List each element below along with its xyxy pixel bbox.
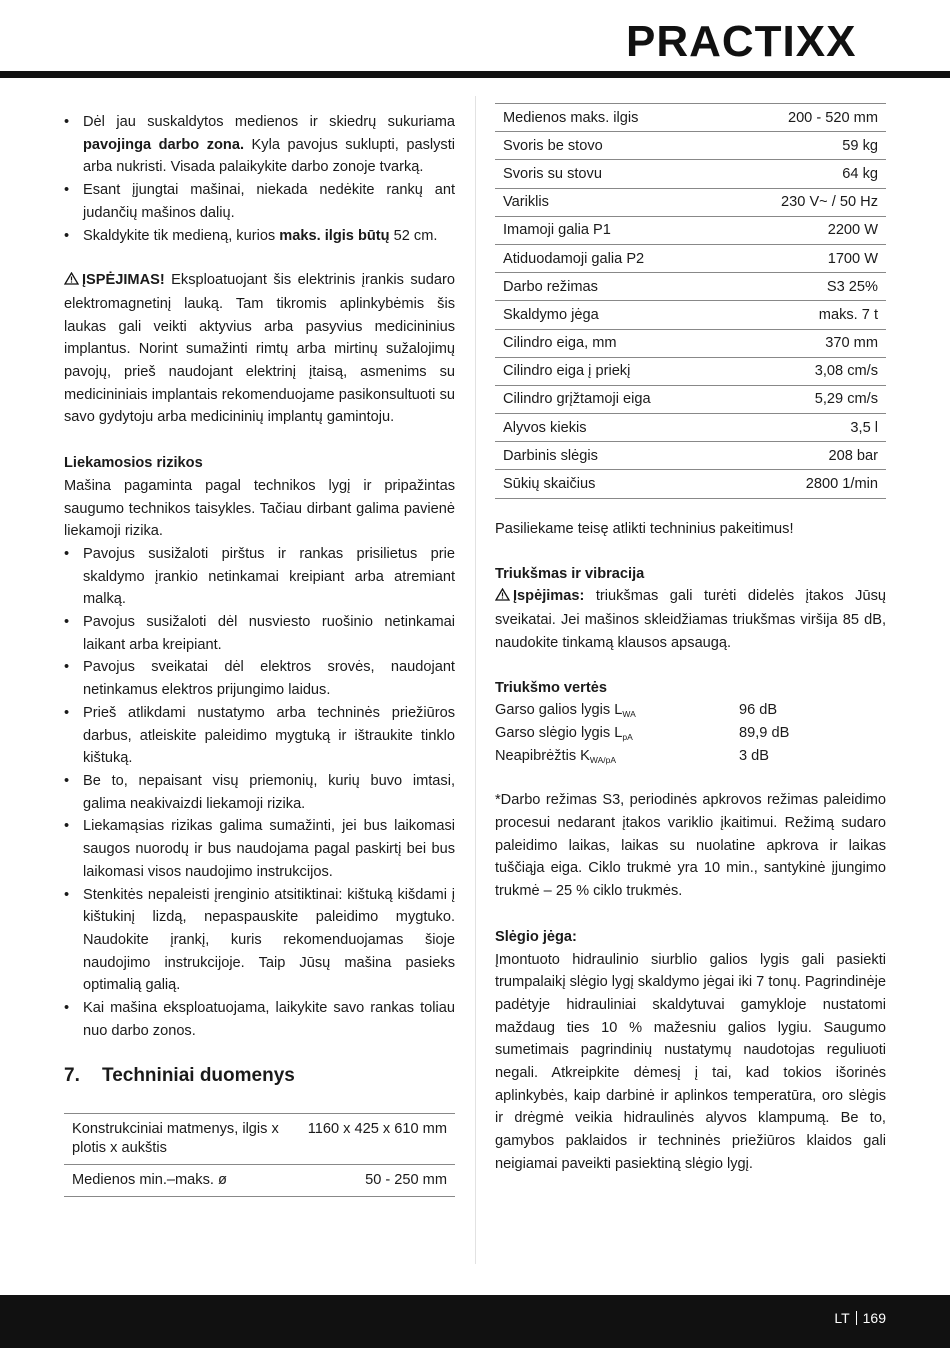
- spec-key: Imamoji galia P1: [495, 216, 726, 244]
- spec-value: 2800 1/min: [726, 470, 886, 498]
- spec-value: 64 kg: [726, 160, 886, 188]
- noise-label: Garso galios lygis $L_{WA}$: [495, 702, 636, 720]
- spec-key: Darbinis slėgis: [495, 442, 726, 470]
- spec-value: 1160 x 425 x 610 mm: [290, 1114, 455, 1165]
- section-title: [64, 1064, 455, 1088]
- spec-value: 370 mm: [726, 329, 886, 357]
- spec-key: Medienos min.–maks. ø: [64, 1165, 290, 1197]
- noise-value-row: [495, 722, 886, 745]
- spec-key: Alyvos kiekis: [495, 414, 726, 442]
- list-item: • Liekamąsias rizikas galima sumažinti, jei bus laikomasi saugos nuorodų ir bus naudojama pagal paskirtį bei bus laikomasi visos naudojimo instrukcijos.: [64, 815, 455, 883]
- spec-key: Svoris be stovo: [495, 132, 726, 160]
- spec-key: Atiduodamoji galia P2: [495, 244, 726, 272]
- noise-label: Neapibrėžtis $K_{WA/pA}$: [495, 747, 617, 765]
- s3-mode-note: *Darbo režimas S3, periodinės apkrovos režimas paleidimo procesui nedarant įtakos variklio įkaitimui. Režimą sudaro paleidimo laikas, laikas su nuolatine apkrova ir laikas tuščiąja eiga. Ciklo trukmė yra 10 min., santykinė įjungimo trukmė – 25 % ciklo trukmės.: [495, 792, 886, 900]
- table-row: [495, 414, 886, 442]
- list-item: • Be to, nepaisant visų priemonių, kurių buvo imtasi, galima neakivaizdi liekamoji rizika.: [64, 770, 455, 815]
- spec-key: Medienos maks. ilgis: [495, 104, 726, 132]
- footer-bar: [0, 1295, 950, 1348]
- spec-key: Variklis: [495, 188, 726, 216]
- table-row: [495, 244, 886, 272]
- residual-risks-heading: Liekamosios rizikos: [64, 455, 203, 472]
- technical-changes-note: Pasiliekame teisę atlikti techninius pakeitimus!: [495, 521, 794, 537]
- noise-vibration-heading: Triukšmas ir vibracija: [495, 565, 645, 582]
- spec-value: maks. 7 t: [726, 301, 886, 329]
- pressure-text: Įmontuoto hidraulinio siurblio galios lygis gali pasiekti trumpalaikį slėgio lygį skaldymo jėgai iki 7 tonų. Pagrindinėje padėtyje hidrauliniai skaldytuvai gamykloje nustatomi maždaug ties 10 % mažesniu galios lygiu. Saugumo sumetimais pagrindinių nustatymų naudotojas reguliuoti negali. Atkreipkite dėmesį į tai, kad tokios išorinės aplinkybės, kaip darbinė ir aplinkos temperatūra, oro slėgis ir drėgmė veikia hidraulinės alyvos klampumą. Be to, gamybos paklaidos ir techninės priežiūros klaidos gali neigiamai paveikti pasiektiną slėgio lygį.: [495, 951, 886, 1172]
- warning-text: Eksploatuojant šis elektrinis įrankis sudaro elektromagnetinį lauką. Tam tikromis aplinkybėmis šis laukas gali veikti aktyvius arba pasyvius medicininius implantus. Norint sumažinti rimtų arba mirtinų sužalojimų pavojų, prieš naudojant elektrinį įtaisą, asmenims su medicininiais implantais rekomenduojame pasikonsultuoti su savo gydytoju arba medicininių implantų gamintoju.: [64, 272, 455, 426]
- spec-value: 3,5 l: [726, 414, 886, 442]
- spec-value: 50 - 250 mm: [290, 1165, 455, 1197]
- noise-value-row: [495, 699, 886, 722]
- list-item: • Stenkitės nepaleisti įrenginio atsitiktinai: kištuką kišdami į kištukinį lizdą, nepaspauskite paleidimo mygtuko. Naudokite įrankį, kuris rekomenduojamas šioje naudojimo instrukcijoje. Taip Jūsų mašina pasieks optimalią galią.: [64, 884, 455, 998]
- noise-warning: [495, 585, 886, 654]
- table-row: [64, 1165, 455, 1197]
- spec-key: Darbo režimas: [495, 273, 726, 301]
- spec-value: 230 V~ / 50 Hz: [726, 188, 886, 216]
- noise-value: 96 dB: [739, 702, 778, 719]
- table-row: [495, 188, 886, 216]
- table-row: [495, 104, 886, 132]
- noise-warning-text: triukšmas gali turėti didelės įtakos Jūsų sveikatai. Jei mašinos skleidžiamas triukšmas viršija 85 dB, naudokite tinkamą klausos apsaugą.: [495, 588, 886, 651]
- warning-label: ĮSPĖJIMAS!: [82, 272, 165, 289]
- residual-risks-intro: Mašina pagaminta pagal technikos lygį ir pripažintas saugumo technikos taisykles. Tačiau dirbant galima pavienė liekamoji rizika.: [64, 477, 455, 540]
- noise-value: 3 dB: [739, 747, 770, 764]
- logo-wordmark: [626, 12, 920, 70]
- spec-value: 59 kg: [726, 132, 886, 160]
- page-separator: [856, 1311, 857, 1325]
- safety-bullets: [64, 111, 455, 247]
- spec-value: 200 - 520 mm: [726, 104, 886, 132]
- table-row: [495, 329, 886, 357]
- table-row: [495, 216, 886, 244]
- page-number: [834, 1308, 886, 1328]
- table-row: [495, 470, 886, 498]
- noise-warning-label: Įspėjimas:: [513, 588, 585, 605]
- language-code: LT: [834, 1310, 850, 1326]
- dimensions-table: [64, 1113, 455, 1197]
- spec-key: Cilindro eiga, mm: [495, 329, 726, 357]
- list-item: • Pavojus susižaloti pirštus ir rankas prisilietus prie skaldymo įrankio netinkamai kreipiant arba atremiant malką.: [64, 543, 455, 611]
- list-item: • Esant įjungtai mašinai, niekada nedėkite rankų ant judančių mašinos dalių.: [64, 179, 455, 224]
- list-item: • Prieš atlikdami nustatymo arba techninės priežiūros darbus, atleiskite paleidimo mygtuką ir ištraukite tinklo kištuką.: [64, 702, 455, 770]
- spec-value: 5,29 cm/s: [726, 385, 886, 413]
- list-item: • Kai mašina eksploatuojama, laikykite savo rankas toliau nuo darbo zonos.: [64, 997, 455, 1042]
- noise-values-heading: Triukšmo vertės: [495, 679, 607, 696]
- list-item: • Pavojus sveikatai dėl elektros srovės, naudojant netinkamus elektros prijungimo laidus.: [64, 656, 455, 701]
- table-row: [495, 273, 886, 301]
- spec-key: Svoris su stovu: [495, 160, 726, 188]
- spec-value: 208 bar: [726, 442, 886, 470]
- spec-key: Sūkių skaičius: [495, 470, 726, 498]
- table-row: [495, 160, 886, 188]
- table-row: [64, 1114, 455, 1165]
- spec-key: Cilindro eiga į priekį: [495, 357, 726, 385]
- em-field-warning: [64, 269, 455, 429]
- spec-value: S3 25%: [726, 273, 886, 301]
- spec-key: Skaldymo jėga: [495, 301, 726, 329]
- list-item: • Skaldykite tik medieną, kurios maks. ilgis būtų 52 cm.: [64, 225, 455, 248]
- practixx-logo: [626, 12, 920, 78]
- warning-triangle-icon: [64, 270, 79, 293]
- table-row: [495, 385, 886, 413]
- logo-text: PRACTIXX: [626, 17, 857, 66]
- spec-key: Cilindro grįžtamoji eiga: [495, 385, 726, 413]
- noise-value: 89,9 dB: [739, 724, 790, 741]
- page-number-value: 169: [862, 1310, 886, 1326]
- table-row: [495, 357, 886, 385]
- spec-key: Konstrukciniai matmenys, ilgis x plotis x aukštis: [64, 1114, 290, 1165]
- specifications-table: [495, 103, 886, 499]
- spec-value: 1700 W: [726, 244, 886, 272]
- column-divider: [475, 96, 476, 1264]
- header-bar: [0, 71, 950, 78]
- spec-value: 3,08 cm/s: [726, 357, 886, 385]
- right-column: [495, 518, 886, 1176]
- section-number: 7.: [64, 1065, 80, 1087]
- table-row: [495, 442, 886, 470]
- table-row: [495, 132, 886, 160]
- noise-label: Garso slėgio lygis $L_{pA}$: [495, 724, 633, 742]
- section-heading: Techniniai duomenys: [102, 1065, 295, 1087]
- pressure-heading: Slėgio jėga:: [495, 928, 577, 945]
- warning-triangle-icon: [495, 586, 510, 609]
- residual-risks-list: [64, 543, 455, 1042]
- list-item: • Dėl jau suskaldytos medienos ir skiedrų sukuriama pavojinga darbo zona. Kyla pavojus suklupti, paslysti arba nukristi. Visada palaikykite darbo zonoje tvarką.: [64, 111, 455, 179]
- table-row: [495, 301, 886, 329]
- spec-value: 2200 W: [726, 216, 886, 244]
- left-column: [64, 111, 455, 1197]
- noise-value-row: [495, 745, 886, 768]
- list-item: • Pavojus susižaloti dėl nusviesto ruošinio netinkamai laikant arba kreipiant.: [64, 611, 455, 656]
